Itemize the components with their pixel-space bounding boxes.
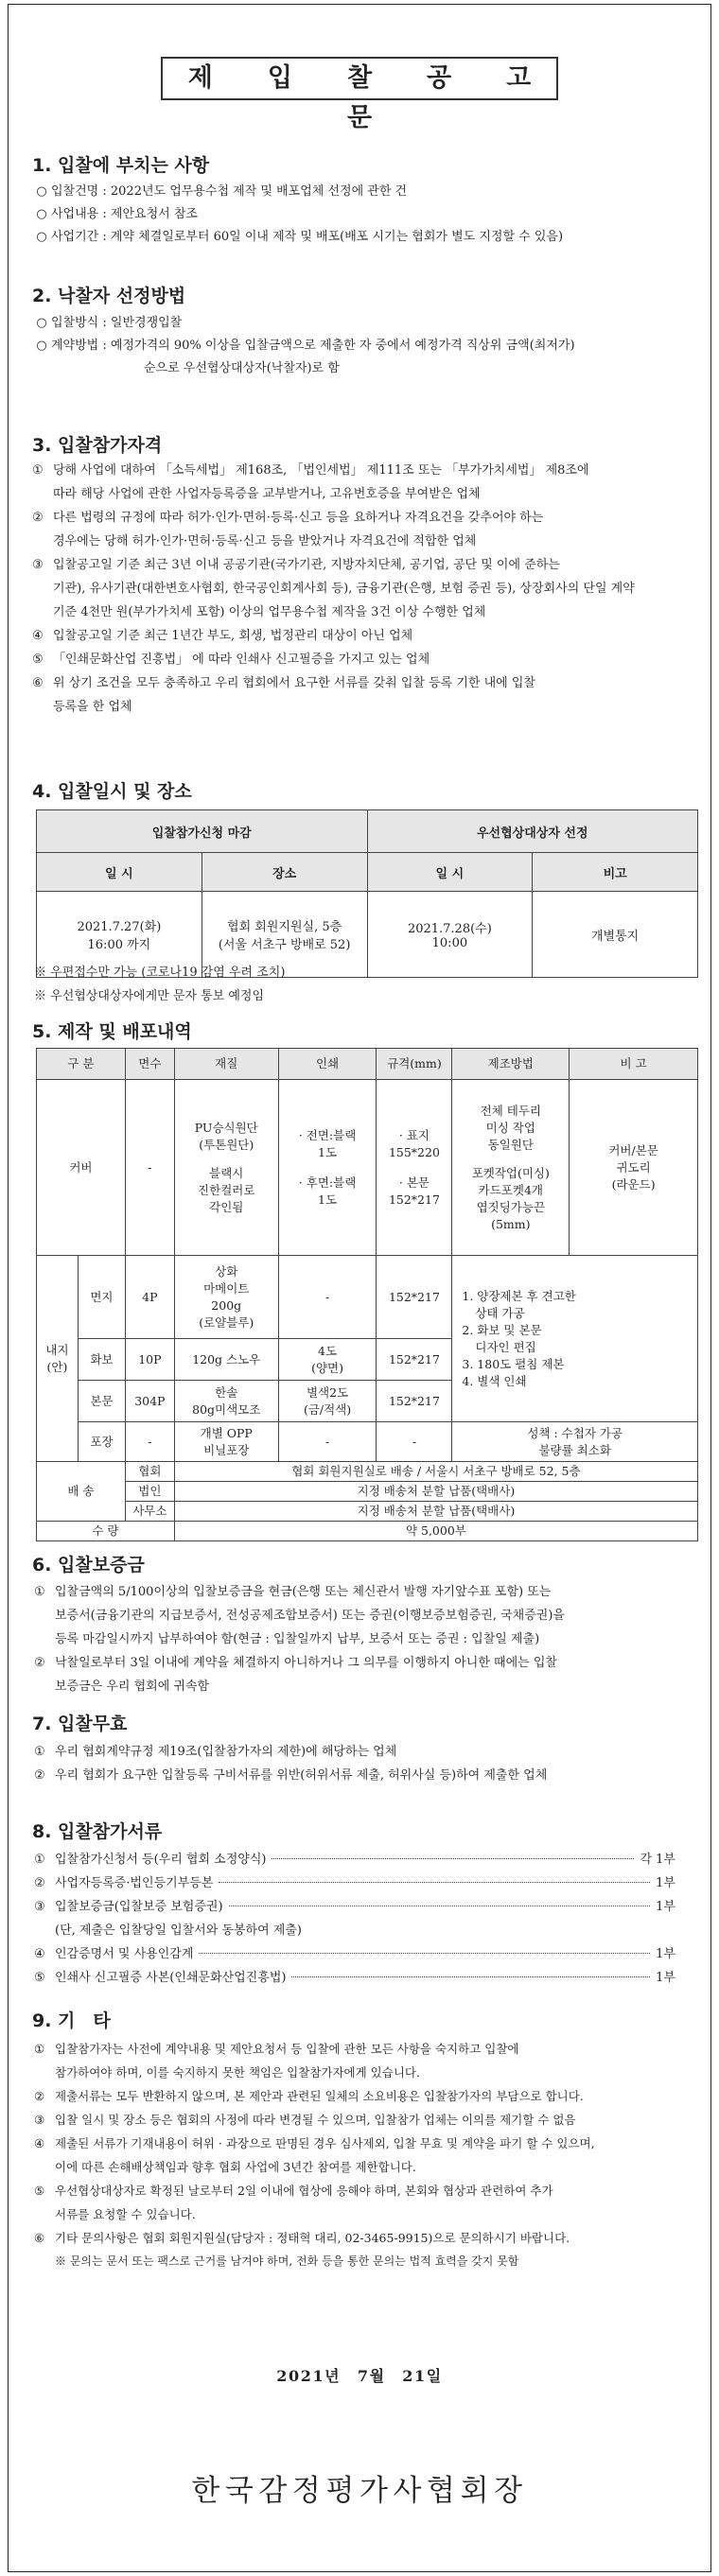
delivery-type: 법인	[125, 1482, 174, 1502]
delivery-value: 지정 배송처 분할 납품(택배사)	[174, 1482, 697, 1502]
section-8-item: ① 입찰참가신청서 등(우리 협회 소정양식) 각 1부	[34, 1853, 675, 1867]
inner-size: 152*217	[377, 1381, 452, 1422]
section-9-list	[34, 2037, 704, 2273]
schedule-notes: ※ 우편접수만 가능 (코로나19 감염 우려 조치) ※ 우선협상대상자에게만 문자 통보 예정임	[34, 966, 286, 1003]
header-cell: 인쇄	[278, 1049, 377, 1080]
header-cell: 일 시	[37, 853, 202, 892]
inner-size: -	[377, 1422, 452, 1462]
section-8-item: ⑤ 인쇄사 신고필증 사본(인쇄문화산업진흥법) 1부	[34, 1971, 675, 1985]
cover-row	[37, 1080, 698, 1256]
cover-size: · 표지 155*220 · 본문 152*217	[377, 1080, 452, 1256]
section-9-item: ⑤ 우선협상대상자로 확정된 날로부터 2일 이내에 협상에 응해야 하며, 본회와 협상과 관련하여 추가 서류를 요청할 수 있습니다.	[34, 2184, 553, 2221]
section-9-note: ※ 문의는 문서 또는 팩스로 근거를 남겨야 하며, 전화 등을 통한 문의는 법적 효력을 갖지 못함	[55, 2254, 519, 2268]
production-table	[36, 1048, 698, 1541]
delivery-row	[37, 1482, 698, 1502]
quantity-row	[37, 1522, 698, 1541]
notice-title: 제 입 찰 공 고 문	[187, 63, 554, 132]
section-8-item: ③ 입찰보증금(입찰보증 보험증권) 1부	[34, 1900, 675, 1914]
issuing-organization: 한국감정평가사협회장	[191, 2474, 528, 2508]
delivery-type: 협회	[125, 1462, 174, 1482]
header-cell: 우선협상대상자 선정	[367, 810, 698, 853]
production-header-row	[37, 1049, 698, 1080]
section-9-item: ② 제출서류는 모두 반환하지 않으며, 본 제안과 관련된 일체의 소요비용은 입찰참가자의 부담으로 합니다.	[34, 2089, 584, 2103]
section-8-item: ② 사업자등록증·법인등기부등본 1부	[34, 1876, 675, 1890]
section-9-item: ③ 입찰 일시 및 장소 등은 협회의 사정에 따라 변경될 수 있으며, 입찰참가 업체는 이의를 제기할 수 없음	[34, 2113, 576, 2127]
section-7-item: ② 우리 협회가 요구한 입찰등록 구비서류를 위반(허위서류 제출, 허위사실 등)하여 제출한 업체	[34, 1768, 548, 1783]
section-6-list	[34, 1580, 700, 1698]
inner-pages: 10P	[125, 1339, 174, 1381]
section-3-list	[32, 459, 700, 719]
inner-pages: -	[125, 1422, 174, 1462]
notice-date: 2021년 7월 21일	[276, 2367, 443, 2385]
cover-material: PU승식원단 (투톤원단) 블랙시 진한컬러로 각인됨	[174, 1080, 278, 1256]
header-cell: 비고	[533, 853, 698, 892]
section-9-heading: 9. 기 타	[32, 2010, 111, 2031]
header-cell: 일 시	[367, 853, 533, 892]
section-3-item: ⑥ 위 상기 조건을 모두 충족하고 우리 협회에서 요구한 서류를 갖춰 입찰 등록 기한 내에 입찰 등록을 한 업체	[32, 676, 535, 714]
delivery-row	[37, 1462, 698, 1482]
section-2-item: ○ 입찰방식 : 일반경쟁입찰	[36, 316, 183, 330]
section-2-item: ○ 계약방법 : 예정가격의 90% 이상을 입찰금액으로 제출한 자 중에서 예정가격 직상위 금액(최저가)	[36, 339, 575, 353]
section-3-item: ① 당해 사업에 대하여 「소득세법」 제168조, 「법인세법」 제111조 또는 「부가가치세법」 제8조에 따라 해당 사업에 관한 사업자등록증을 교부받거나, 고유번호증을 부여받은 업체	[32, 463, 589, 501]
section-1-item: ○ 입찰건명 : 2022년도 업무용수첩 제작 및 배포업체 선정에 관한 건	[36, 184, 408, 199]
schedule-subheader-row	[37, 853, 698, 892]
inner-print: -	[278, 1422, 377, 1462]
inner-label: 화보	[78, 1339, 125, 1381]
inner-size: 152*217	[377, 1256, 452, 1339]
delivery-type: 사무소	[125, 1502, 174, 1522]
section-9-item: ④ 제출된 서류가 기재내용이 허위 · 과장으로 판명된 경우 심사제외, 입찰 무효 및 계약을 파기 할 수 있으며, 이에 따른 손해배상책임과 향후 협회 사업에 3년간 참여를 제한합니다.	[34, 2136, 595, 2174]
section-3-item: ④ 입찰공고일 기준 최근 1년간 부도, 회생, 법정관리 대상이 아닌 업체	[32, 629, 413, 643]
header-cell: 제조방법	[452, 1049, 570, 1080]
section-9-item: ① 입찰참가자는 사전에 계약내용 및 제안요청서 등 입찰에 관한 모든 사항을 숙지하고 입찰에 참가하여야 하며, 이를 숙지하지 못한 책임은 입찰참가자에게 있습니다.	[34, 2042, 519, 2080]
section-9-item: ⑥ 기타 문의사항은 협회 회원지원실(담당자 : 정태혁 대리, 02-3465-9915)으로 문의하시기 바랍니다.	[34, 2231, 570, 2245]
section-3-item: ③ 입찰공고일 기준 최근 3년 이내 공공기관(국가기관, 지방자치단체, 공기업, 공단 및 이에 준하는 기관), 유사기관(대한변호사협회, 한국공인회계사회 등), 금융기관(은행, 보험 증권 등), 상장회사의 단일 계약 기준 4천만 원(부가가치세 포함) 이상의 업무용수첩 제작을 3건 이상 수행한 업체	[32, 558, 635, 619]
cover-print: · 전면:블랙 1도 · 후면:블랙 1도	[278, 1080, 377, 1256]
section-6-item: ① 입찰금액의 5/100이상의 입찰보증금을 현금(은행 또는 체신관서 발행 자기앞수표 포함) 또는 보증서(금융기관의 지급보증서, 전성공제조합보증서) 또는 증권(이행보증보험증권, 국채증권)을 등록 마감일시까지 납부하여야 함(현금 : 입찰일까지 납부, 보증서 또는 증권 : 입찰일 제출)	[34, 1585, 565, 1646]
selection-datetime: 2021.7.28(수) 10:00	[367, 892, 533, 978]
quantity-value: 약 5,000부	[174, 1522, 697, 1541]
inner-material: 120g 스노우	[174, 1339, 278, 1381]
inner-label: 면지	[78, 1256, 125, 1339]
inner-size: 152*217	[377, 1339, 452, 1381]
packaging-note: 성책 : 수첩자 가공 불량률 최소화	[452, 1422, 698, 1462]
inner-print: 4도 (양면)	[278, 1339, 377, 1381]
header-cell: 비 고	[570, 1049, 698, 1080]
section-3-heading: 3. 입찰참가자격	[32, 435, 163, 456]
inner-method: 1. 양장제본 후 견고한 상태 가공 2. 화보 및 본문 디자인 편집 3. 180도 펼침 제본 4. 별색 인쇄	[452, 1256, 698, 1422]
section-3-item: ⑤ 「인쇄문화산업 진흥법」 에 따라 인쇄사 신고필증을 가지고 있는 업체	[32, 653, 430, 667]
section-2-item-continued: 순으로 우선협상대상자(낙찰자)로 함	[144, 361, 340, 375]
section-8-item-note: (단, 제출은 입찰당일 입찰서와 동봉하여 제출)	[55, 1923, 302, 1938]
inner-material: 한솔 80g미색모조	[174, 1381, 278, 1422]
inner-group-label: 내지 (안)	[37, 1256, 79, 1462]
section-6-item: ② 낙찰일로부터 3일 이내에 계약을 체결하지 아니하거나 그 의무를 이행하지 아니한 때에는 입찰 보증금은 우리 협회에 귀속함	[34, 1656, 557, 1694]
inner-material: 상화 마메이트 200g (로얄블루)	[174, 1256, 278, 1339]
inner-print: -	[278, 1256, 377, 1339]
inner-row-packaging	[37, 1422, 698, 1462]
inner-label: 포장	[78, 1422, 125, 1462]
delivery-value: 협회 회원지원실로 배송 / 서울시 서초구 방배로 52, 5층	[174, 1462, 697, 1482]
header-cell: 구 분	[37, 1049, 126, 1080]
inner-material: 개별 OPP 비닐포장	[174, 1422, 278, 1462]
cover-pages: -	[125, 1080, 174, 1256]
section-3-item: ② 다른 법령의 규정에 따라 허가·인가·면허·등록·신고 등을 요하거나 자격요건을 갖추어야 하는 경우에는 당해 허가·인가·면허·등록·신고 등을 받았거나 자격요건에 적합한 업체	[32, 511, 544, 548]
section-1-list	[32, 181, 694, 249]
deadline-datetime: 2021.7.27(화) 16:00 까지	[37, 892, 202, 978]
section-2-heading: 2. 낙찰자 선정방법	[32, 286, 186, 306]
inner-print: 별색2도 (금/적색)	[278, 1381, 377, 1422]
schedule-header-row	[37, 810, 698, 853]
quantity-label: 수 량	[37, 1522, 175, 1541]
header-cell: 재질	[174, 1049, 278, 1080]
section-8-heading: 8. 입찰참가서류	[32, 1821, 163, 1842]
header-cell: 규격(mm)	[377, 1049, 452, 1080]
notice-title-box	[161, 57, 558, 132]
section-8-item: ④ 인감증명서 및 사용인감계 1부	[34, 1947, 675, 1961]
inner-row-endpaper	[37, 1256, 698, 1339]
delivery-label: 배 송	[37, 1462, 126, 1522]
section-4-heading: 4. 입찰일시 및 장소	[32, 781, 192, 802]
section-5-heading: 5. 제작 및 배포내역	[32, 1021, 192, 1042]
section-6-heading: 6. 입찰보증금	[32, 1555, 145, 1575]
section-7-list	[34, 1740, 700, 1787]
cover-note: 커버/본문 귀도리 (라운드)	[570, 1080, 698, 1256]
section-1-heading: 1. 입찰에 부치는 사항	[32, 155, 210, 176]
section-8-list	[34, 1848, 675, 1990]
inner-pages: 4P	[125, 1256, 174, 1339]
header-cell: 장소	[202, 853, 367, 892]
schedule-table	[36, 809, 698, 978]
section-7-heading: 7. 입찰무효	[32, 1714, 128, 1734]
inner-pages: 304P	[125, 1381, 174, 1422]
section-1-item: ○ 사업기간 : 계약 체결일로부터 60일 이내 제작 및 배포(배포 시기는 협회가 별도 지정할 수 있음)	[36, 230, 564, 244]
cover-label: 커버	[37, 1080, 126, 1256]
section-1-item: ○ 사업내용 : 제안요청서 참조	[36, 207, 198, 221]
inner-label: 본문	[78, 1381, 125, 1422]
cover-method: 전체 테두리 미싱 작업 동일원단 포켓작업(미싱) 카드포켓4개 엽짓딩가능끈 (5mm)	[452, 1080, 570, 1256]
header-cell: 면수	[125, 1049, 174, 1080]
selection-note: 개별통지	[533, 892, 698, 978]
section-7-item: ① 우리 협회계약규정 제19조(입찰참가자의 제한)에 해당하는 업체	[34, 1745, 397, 1759]
delivery-value: 지정 배송처 분할 납품(택배사)	[174, 1502, 697, 1522]
delivery-row	[37, 1502, 698, 1522]
deadline-place: 협회 회원지원실, 5층 (서울 서초구 방배로 52)	[202, 892, 367, 978]
header-cell: 입찰참가신청 마감	[37, 810, 368, 853]
section-2-list	[32, 312, 698, 380]
